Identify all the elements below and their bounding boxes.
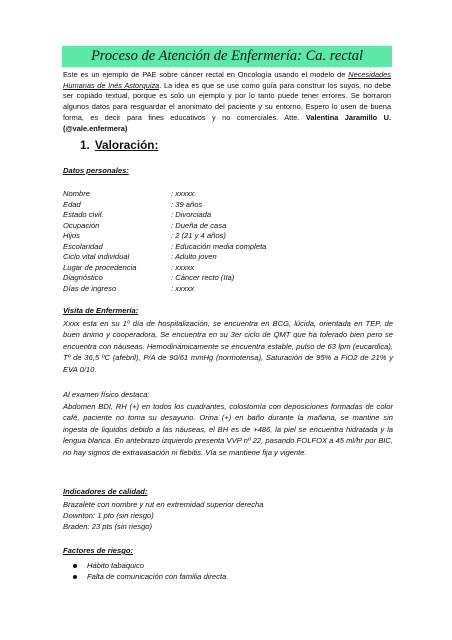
intro-paragraph <box>63 70 391 134</box>
examen-paragraph: Abdomen BDI, RH (+) en todos los cuadrantes, colostomía con deposiciones formadas de color café, paciente no toma su desayuno. Orina (+) en baño durante la mañana, se mantine sin ingesta de liquidos debido a las náuseas, el BH es de +486, la piel se encuentra hidratada y la lengua blanca. En antebrazo izquierdo presenta VVP nº 22, pasando FOLFOX a 45 ml/hr por BIC, no hay signos de extravasación ni flebitis. Vía se mantiene fija y vigente. <box>63 402 393 457</box>
datos-row <box>63 231 363 242</box>
intro-text-2: . La idea es que se use como guía para construir los suyos, no debe ser copiado textual, porque es solo un ejemplo y por lo tanto puede tener errores. Se borraron algunos datos para resguardar el anonimato del paciente y su entorno. Espero lo usen de buena forma, es decir para fines educativos y no comerciales. Atte. <box>63 80 391 122</box>
datos-key: Estado civil. <box>63 210 104 219</box>
datos-row <box>63 189 363 200</box>
datos-value: : Dueña de casa <box>171 220 227 230</box>
calidad-line: Brazalete con nombre y rut en extremidad superior derecha <box>63 500 264 509</box>
datos-row <box>63 200 363 211</box>
datos-key: Edad <box>63 199 81 209</box>
datos-personales-list <box>63 189 363 294</box>
calidad-line: Braden: 23 pts (sin riesgo) <box>63 522 153 531</box>
datos-personales-heading: Datos personales: <box>63 166 129 175</box>
datos-value: : Cáncer recto (IIa) <box>171 273 235 282</box>
datos-key: Lugar de procedencia <box>63 262 137 272</box>
section-heading-valoracion <box>80 138 158 152</box>
intro-text-1: Este es un ejemplo de PAE sobre cáncer rectal en Oncología usando el modelo de <box>63 70 346 79</box>
datos-value: : 39 años <box>171 199 203 209</box>
list-item <box>63 571 226 582</box>
section-label: Valoración: <box>94 138 159 152</box>
bullet-icon <box>73 575 77 579</box>
datos-value: : xxxxx <box>171 262 195 272</box>
section-number: 1. <box>80 138 90 152</box>
datos-value: : xxxxx <box>171 283 195 293</box>
riesgo-item: Hábito tabaquico <box>87 561 144 570</box>
calidad-line: Downton: 1 pto (sin riesgo) <box>63 511 154 520</box>
visita-paragraph: Xxxx esta en su 1º día de hospitalización, se encuentra en BCG, lúcida, orientada en TEP, de buen ánimo y cooperadora, Se encuentra en su 3er ciclo de QMT que ha tolerado bien pero se encuentra con náuseas. Hemodinámicamente se encuentra estable, pulso de 63 lpm (eucardica), Tº de 36,5 ºC (afebril), P/A de 90/61 mmHg (normotensa), Saturación de 95% a FiO2 de 21% y EVA 0/10. <box>63 319 393 374</box>
intro-model-name: Necesidades Humanas de Inés Astorquiza <box>63 70 391 90</box>
datos-value: : Adulto joven <box>171 252 217 261</box>
datos-row <box>63 221 363 232</box>
datos-value: : 2 (21 y 4 años) <box>171 231 226 240</box>
datos-row <box>63 263 363 274</box>
datos-value: : Divorciada <box>171 210 212 219</box>
datos-value: : xxxxx. <box>171 189 197 198</box>
datos-key: Nombre <box>63 189 91 198</box>
list-item <box>63 560 226 571</box>
datos-key: Ocupación <box>63 220 100 230</box>
riesgo-item: Falta de comunicación con familia directa <box>87 572 227 582</box>
datos-key: Diagnóstico <box>63 273 103 282</box>
visita-heading: Visita de Enfermería: <box>63 306 139 315</box>
datos-key: Ciclo vital individual <box>63 252 130 261</box>
datos-key: Hijos <box>63 231 80 240</box>
datos-value: : Educación media completa <box>171 241 267 251</box>
datos-key: Días de ingreso <box>63 283 117 293</box>
datos-row <box>63 252 363 263</box>
intro-author: Valentina Jaramillo U. (@vale.enfermera) <box>63 112 392 133</box>
document-title <box>62 46 392 67</box>
riesgo-heading: Factores de riesgo: <box>63 546 134 555</box>
datos-row <box>63 273 363 284</box>
examen-lead: Al examen físico destaca: <box>63 390 150 399</box>
calidad-heading: Indicadores de calidad: <box>63 487 148 496</box>
datos-row <box>63 284 363 295</box>
riesgo-list <box>63 560 226 583</box>
bullet-icon <box>73 564 77 568</box>
datos-key: Escolaridad <box>63 241 103 251</box>
datos-row <box>63 210 363 221</box>
datos-row <box>63 242 363 253</box>
title-text: Proceso de Atención de Enfermería: Ca. rectal <box>90 48 364 64</box>
